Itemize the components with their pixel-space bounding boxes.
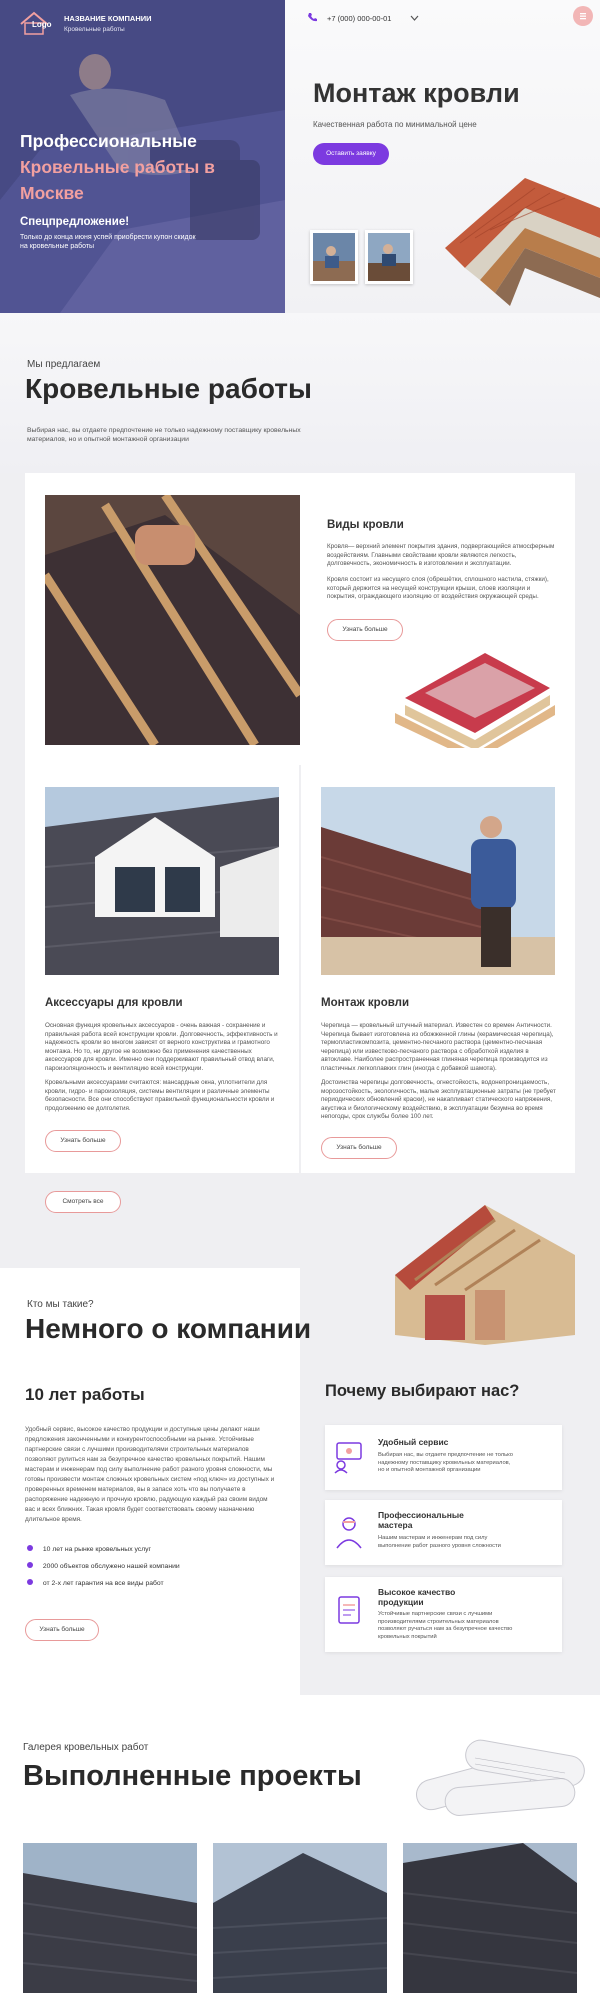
years-title: 10 лет работы — [25, 1385, 145, 1404]
list-item: 2000 объектов обслужено нашей компании — [27, 1562, 180, 1579]
why-us-title: Почему выбирают нас? — [325, 1382, 520, 1400]
thumbnail-2[interactable] — [365, 230, 413, 284]
about-eyebrow: Кто мы такие? — [27, 1299, 94, 1310]
feature-title: Высокое качество продукции — [378, 1587, 456, 1607]
hero-title-line1: Профессиональные — [20, 131, 197, 151]
install-more-button[interactable]: Узнать больше — [321, 1137, 397, 1159]
card-roof-types-p2: Кровля состоит из несущего слоя (обрешётки, сплошного настила, стяжки), который держится на несущей конструкции крыши, слоев изоляции и покрытия, ограждающего изоляцию от воздействия окружающей среды. — [327, 576, 549, 601]
list-item: 10 лет на рынке кровельных услуг — [27, 1545, 180, 1562]
hero-right-title: Монтаж кровли — [313, 78, 520, 108]
offer-eyebrow: Мы предлагаем — [27, 359, 101, 370]
logo[interactable] — [18, 10, 58, 36]
card-install-title: Монтаж кровли — [321, 997, 410, 1009]
about-list — [27, 1545, 180, 1596]
gallery-eyebrow: Галерея кровельных работ — [23, 1742, 149, 1753]
roof-layers-illustration — [435, 168, 600, 308]
phone-link[interactable]: +7 (000) 000-00-01 — [327, 14, 392, 23]
roof-layers-small-illustration — [385, 643, 555, 748]
list-item: от 2-х лет гарантия на все виды работ — [27, 1579, 180, 1596]
gallery-title: Выполненные проекты — [23, 1760, 362, 1792]
bullet-icon — [27, 1579, 33, 1585]
project-photo-2[interactable] — [213, 1843, 387, 1993]
menu-button[interactable] — [573, 6, 593, 26]
bullet-icon — [27, 1562, 33, 1568]
card-roof-types-title: Виды кровли — [327, 519, 404, 531]
about-text: Удобный сервис, высокое качество продукции и доступные цены делают наши предложения законченными и конкурентоспособными на рынке. Устойчивые партнерские связи с лучшими производителями строительных материалов позволяют рулиться нам за безупречное качество кровельных покрытий. Нашим мастерам и инженерам под силу выполнение работ разного уровня сложности, мы готовы произвести монтаж сложных кровельных систем «под ключ» из доступных и проверенных временем материалов, вы в запасе хоть что вы получаете в распоряжение надежную и прочную кровлю, радующую каждый раз своим видом вас и всех ближних. Такая кровля будет соответствовать своему назначению длительное время. — [25, 1426, 275, 1523]
card-install-p2: Достоинства черепицы долговечность, огнестойкость, водонепроницаемость, морозостойкость, экологичность, малые эксплуатационные затраты (не требует периодических обновлений краски), не накапливает статического напряжения, акустика и биологическому воздействию, в эксплуатации безумна во время непогоды, срок службы более 100 лет. — [321, 1079, 556, 1121]
logo-text: Logo — [32, 20, 52, 29]
feature-text: Устойчивые партнерские связи с лучшими производителями строительных материалов позволяют ручаться нам за безупречное качество кровельных покрытий — [378, 1611, 513, 1640]
company-subtitle: Кровельные работы — [64, 26, 125, 33]
project-photo-3[interactable] — [403, 1843, 577, 1993]
thumbnail-1[interactable] — [310, 230, 358, 284]
service-icon — [331, 1439, 367, 1475]
roof-types-more-button[interactable]: Узнать больше — [327, 619, 403, 641]
hero-right-subtitle: Качественная работа по минимальной цене — [313, 120, 477, 129]
hero-title-line2: Кровельные работы в — [20, 157, 215, 177]
card-roof-types-p1: Кровля— верхний элемент покрытия здания, подвергающийся атмосферным воздействиям. Главными свойствами кровли являются легкость, долговечность, экономичность в изготовлении и эксплуатации. — [327, 543, 555, 568]
about-more-button[interactable]: Узнать больше — [25, 1619, 99, 1641]
document-icon — [331, 1593, 367, 1629]
special-offer-text: Только до конца июня успей приобрести купон скидок на кровельные работы — [20, 234, 196, 250]
accessories-more-button[interactable]: Узнать больше — [45, 1130, 121, 1152]
feature-text: Нашим мастерам и инженерам под силу выполнение работ разного уровня сложности — [378, 1535, 501, 1549]
leave-request-button[interactable]: Оставить заявку — [313, 143, 389, 165]
about-title: Немного о компании — [25, 1313, 312, 1344]
hero-title — [20, 128, 215, 206]
card-accessories-p2: Кровельными аксессуарами считаются: мансардные окна, уплотнители для кровли, гидро- и пароизоляция, системы вентиляции и различные элементы безопасности. Все они способствуют правильной функциональности кровли и продолжению ее долголетия. — [45, 1079, 275, 1112]
dormer-windows-photo — [45, 787, 279, 975]
feature-text: Выбирая нас, вы отдаете предпочтение не только надежному поставщику кровельных материалов, но и опытной монтажной организации — [378, 1452, 513, 1473]
feature-card-service — [325, 1425, 562, 1490]
feature-title: Профессиональные мастера — [378, 1510, 464, 1530]
roof-install-photo — [321, 787, 555, 975]
blueprints-illustration — [405, 1728, 600, 1823]
worker-icon — [331, 1514, 367, 1550]
menu-icon — [573, 6, 593, 26]
card-roof-types — [25, 473, 575, 765]
company-name: НАЗВАНИЕ КОМПАНИИ — [64, 14, 152, 23]
offer-title: Кровельные работы — [25, 373, 312, 404]
offer-description: Выбирая нас, вы отдаете предпочтение не только надежному поставщику кровельных материалов, но и опытной монтажной организации — [27, 427, 301, 443]
project-photo-1[interactable] — [23, 1843, 197, 1993]
phone-icon — [307, 12, 317, 22]
feature-card-masters — [325, 1500, 562, 1565]
feature-title: Удобный сервис — [378, 1437, 449, 1447]
bullet-icon — [27, 1545, 33, 1551]
see-all-button[interactable]: Смотреть все — [45, 1191, 121, 1213]
house-frame-illustration — [375, 1195, 585, 1350]
feature-card-quality — [325, 1577, 562, 1652]
card-install — [301, 765, 575, 1173]
chevron-down-icon[interactable] — [410, 15, 419, 22]
card-install-p1: Черепица — кровельный штучный материал. Известен со времен Античности. Черепица бывает изготовлена из обожженной глины (керамическая черепица), термопластикомпозита, цементно-песчаного раствора (цементно-песчаная черепица) или известково-песчаного раствора с обработкой изделия в автоклаве. Наиболее распространенная глиняная черепица производится из пластичных легкоплавких глин (иногда с добавкой шамота). — [321, 1022, 554, 1072]
card-accessories — [25, 765, 299, 1173]
card-accessories-title: Аксессуары для кровли — [45, 997, 183, 1009]
special-offer-title: Спецпредложение! — [20, 216, 130, 228]
card-accessories-p1: Основная функция кровельных аксессуаров - очень важная - сохранение и правильная работа всей конструкции кровли. Долговечность, эффективность и надежность кровли во многом зависят от верного конструктива и грамотного монтажа. Но то, ни другое не возможно без применения качественных аксессуаров для кровли. Именно они поддерживают правильный отвод влаги, пароизоляционность и вентиляцию всей конструкции. — [45, 1022, 278, 1072]
hero-left-panel — [0, 0, 285, 313]
hero-right-panel — [285, 0, 600, 313]
roof-tiles-photo — [45, 495, 300, 745]
hero-title-line3: Москве — [20, 183, 84, 203]
